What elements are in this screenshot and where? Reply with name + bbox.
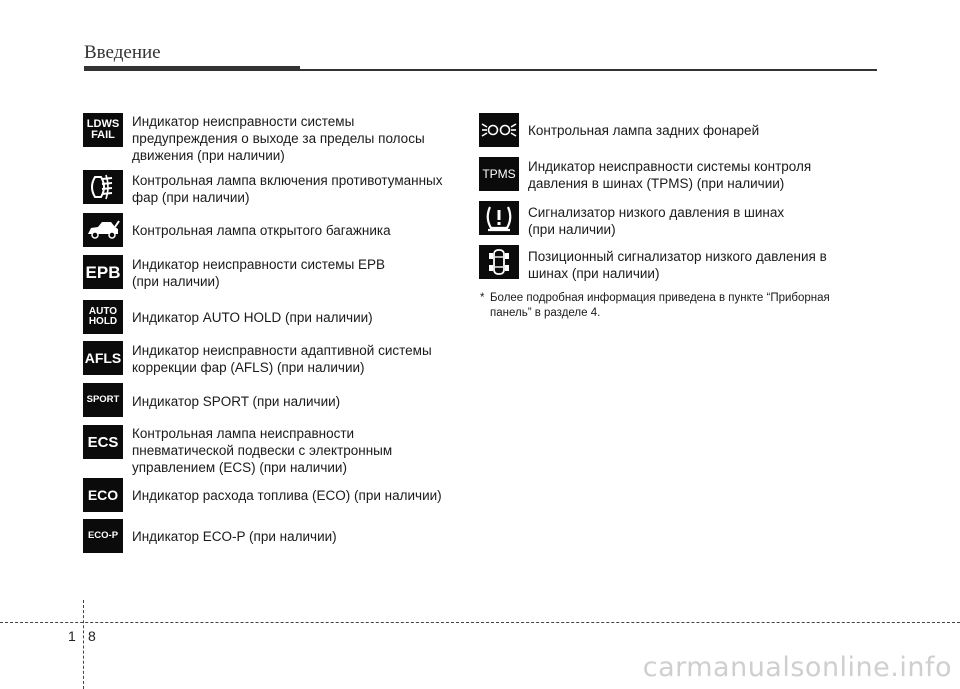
list-item-text: Индикатор неисправности системы контроля давления в шинах (TPMS) (при наличии) xyxy=(528,159,812,191)
list-item-text: Индикатор AUTO HOLD (при наличии) xyxy=(132,310,373,325)
page-number: 8 xyxy=(88,628,96,644)
list-item-text: Контрольная лампа неисправности пневматической подвески с электронным управлением (ECS) (при наличии) xyxy=(132,426,393,475)
footnote: * Более подробная информация приведена в пункте “Приборная панель” в разделе 4. xyxy=(480,292,830,319)
footer-rule xyxy=(0,622,960,623)
list-item-text: Сигнализатор низкого давления в шинах (при наличии) xyxy=(528,205,785,237)
list-item-text: Индикатор ECO-P (при наличии) xyxy=(132,529,337,544)
list-item-text: Индикатор SPORT (при наличии) xyxy=(132,394,341,409)
trunk-open-icon xyxy=(83,213,123,247)
afls-icon: AFLS xyxy=(83,341,123,375)
sport-icon: SPORT xyxy=(83,383,123,417)
front-fog-lamp-icon xyxy=(83,170,123,204)
page-section-number: 1 xyxy=(68,628,76,644)
header-rule-thick xyxy=(84,66,300,71)
eco-icon: ECO xyxy=(83,478,123,512)
auto-hold-icon: AUTO HOLD xyxy=(83,300,123,334)
list-item-text: Контрольная лампа задних фонарей xyxy=(528,123,760,138)
tire-position-icon xyxy=(479,245,519,279)
ecs-icon: ECS xyxy=(83,425,123,459)
tpms-icon: TPMS xyxy=(479,157,519,191)
tail-lamp-icon xyxy=(479,113,519,147)
header-rule-thin xyxy=(300,69,877,71)
list-item-text: Контрольная лампа включения противотуманных фар (при наличии) xyxy=(132,173,443,205)
list-item-text: Индикатор неисправности адаптивной системы коррекции фар (AFLS) (при наличии) xyxy=(132,343,432,375)
list-item-text: Контрольная лампа открытого багажника xyxy=(132,223,391,238)
footer-divider xyxy=(83,600,84,689)
eco-p-icon: ECO-P xyxy=(83,519,123,553)
list-item-text: Индикатор неисправности системы EPB (при наличии) xyxy=(132,257,386,289)
list-item-text: Индикатор неисправности системы предупреждения о выходе за пределы полосы движения (при наличии) xyxy=(132,114,425,163)
ldws-fail-icon: LDWS FAIL xyxy=(83,113,123,147)
low-tire-pressure-icon xyxy=(479,201,519,235)
section-title: Введение xyxy=(84,42,161,63)
epb-icon: EPB xyxy=(83,255,123,289)
list-item-text: Позиционный сигнализатор низкого давления в шинах (при наличии) xyxy=(528,249,827,281)
watermark: carmanualsonline.info xyxy=(642,652,952,683)
list-item-text: Индикатор расхода топлива (ECO) (при наличии) xyxy=(132,488,442,503)
